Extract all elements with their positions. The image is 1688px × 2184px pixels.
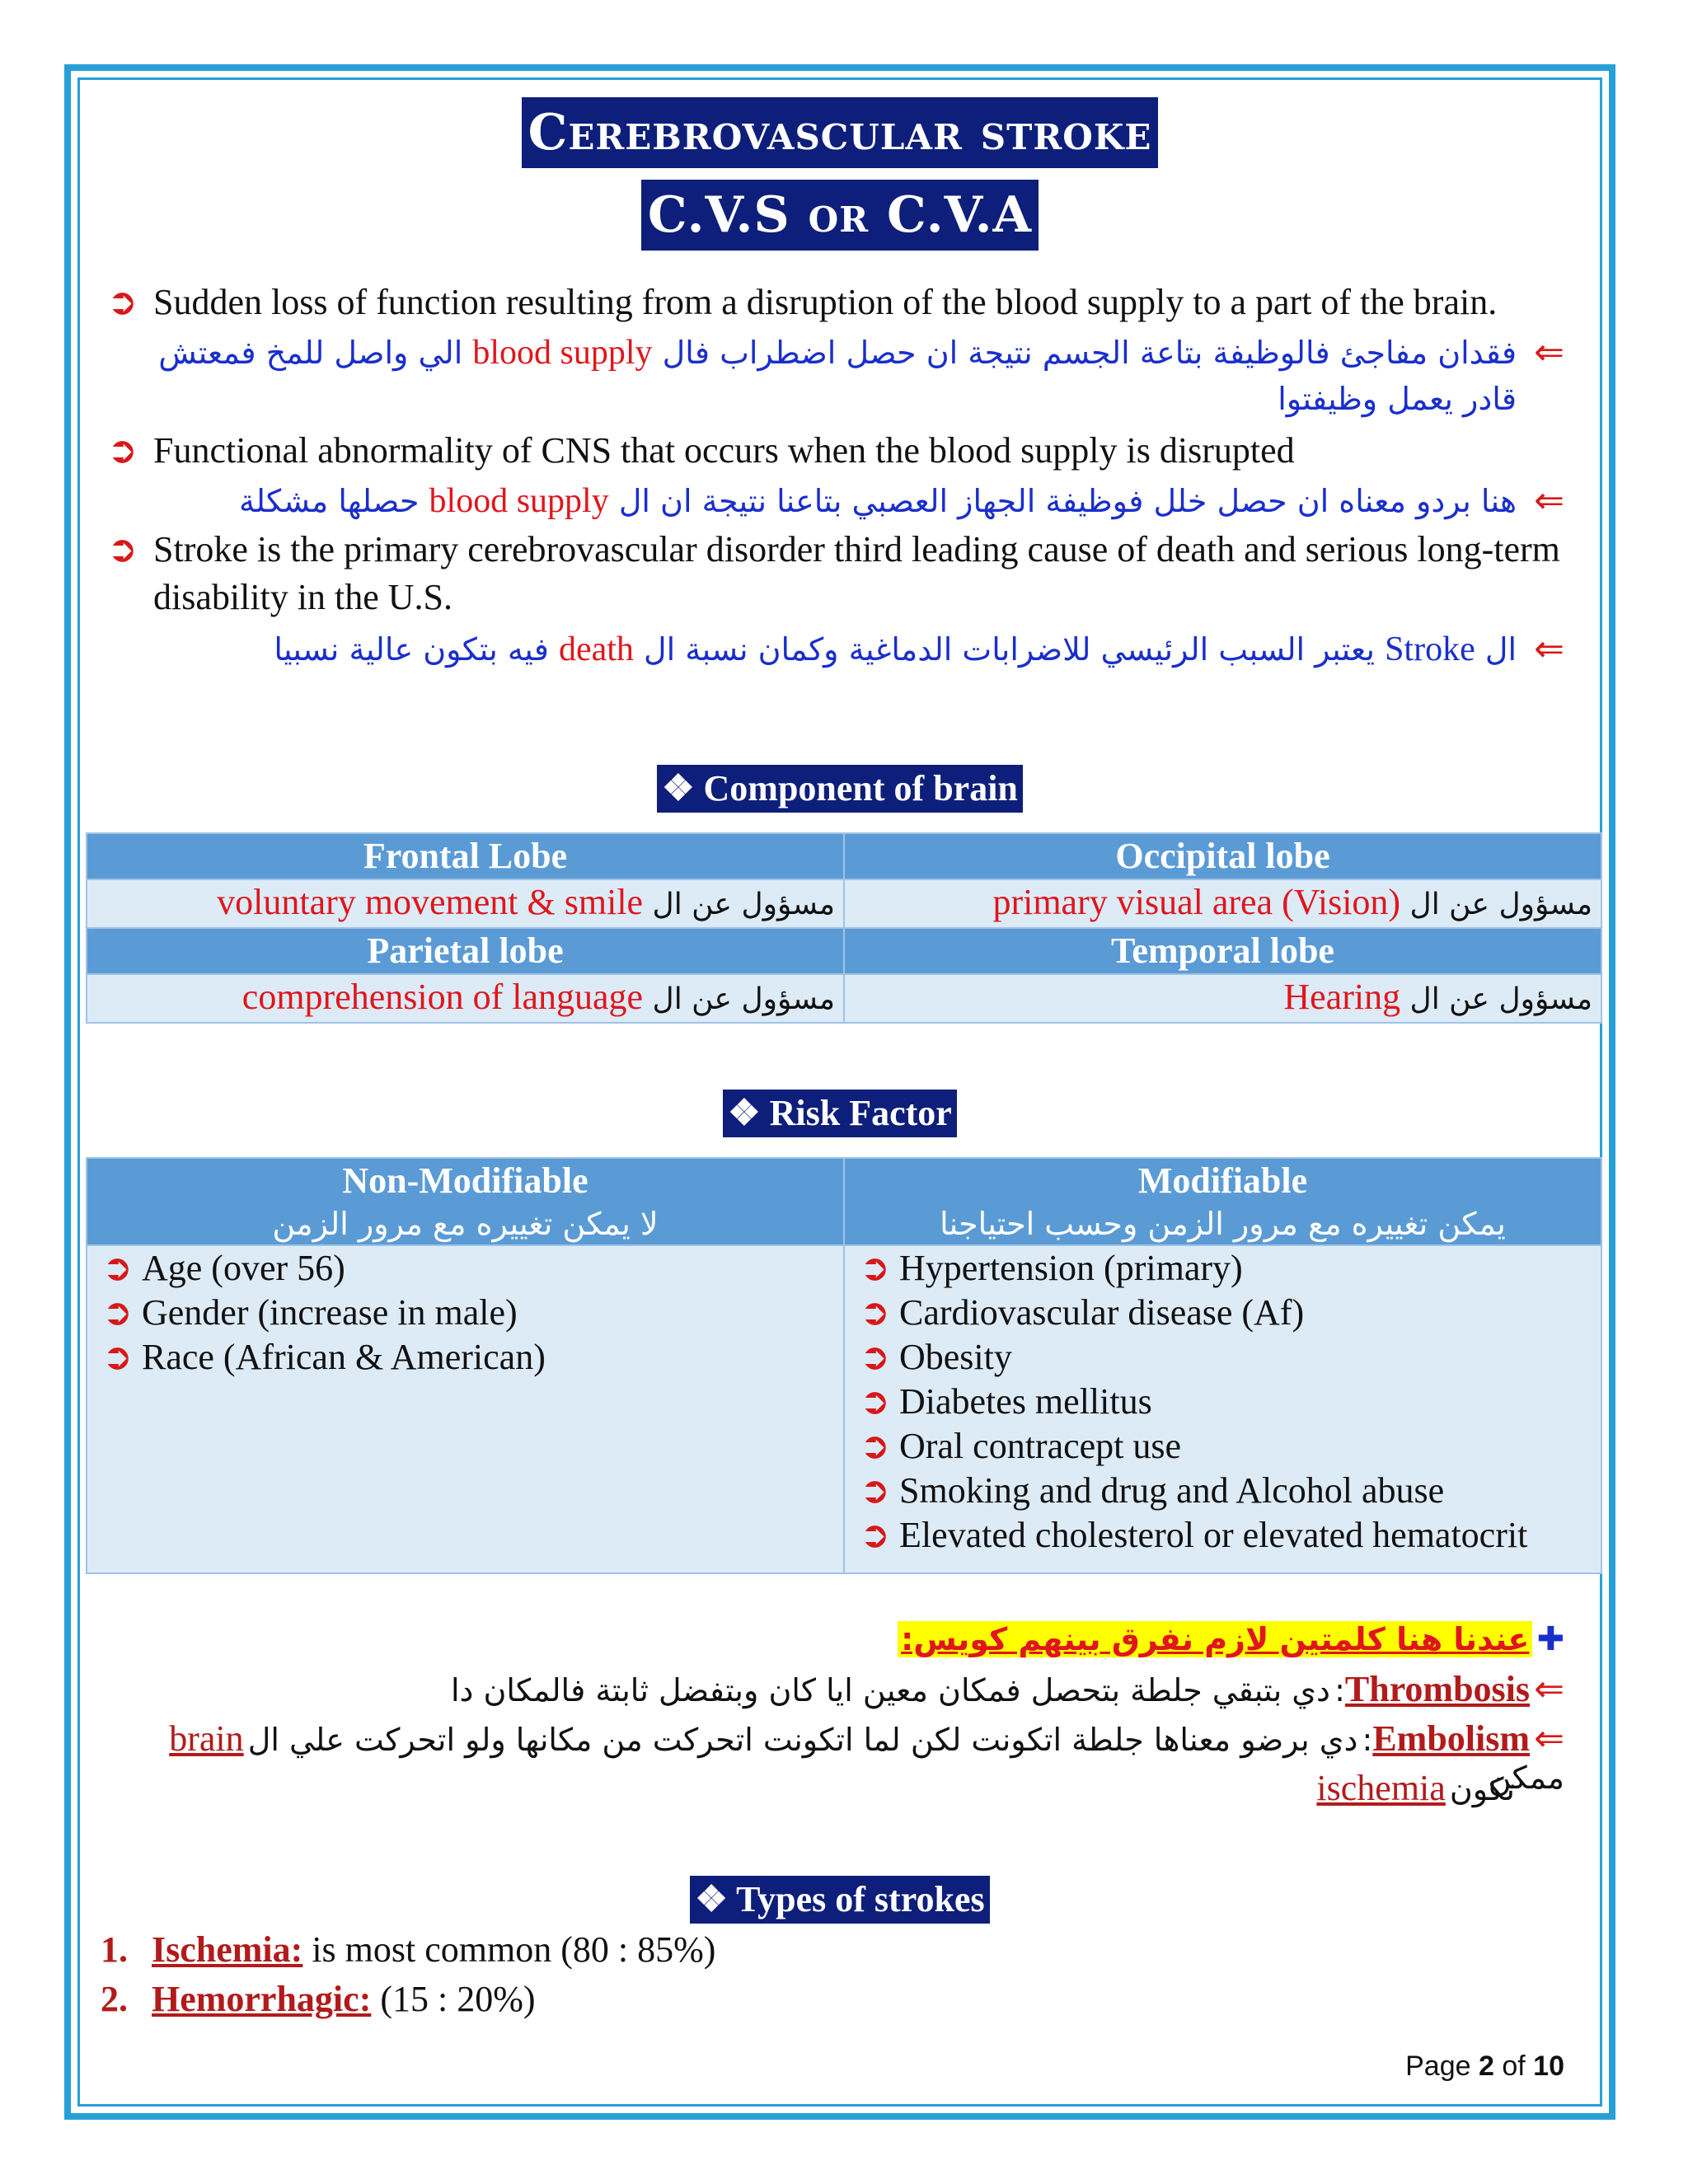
list-item: ➲ Smoking and drug and Alcohol abuse	[860, 1469, 1445, 1511]
list-item: ➲ Gender (increase in male)	[102, 1291, 518, 1333]
arrow-bullet-icon: ➲	[107, 281, 138, 323]
left-arrow-icon: ⇐	[1534, 628, 1564, 670]
diamond-bullet-icon: ❖	[662, 768, 704, 808]
thrombosis-note: ⇐ Thrombosis: دي بتبقي جلطة بتحصل فمكان معين ايا كان وبتفضل ثابتة فالمكان دا	[450, 1668, 1564, 1710]
left-arrow-icon: ⇐	[1534, 1668, 1564, 1710]
arrow-bullet-icon: ➲	[860, 1469, 890, 1511]
section-heading-risk: ❖ Risk Factor	[82, 1090, 1597, 1137]
brain-components-table	[86, 832, 1602, 1024]
embolism-note-cont: تكون ischemia	[1316, 1768, 1515, 1808]
arrow-bullet-icon: ➲	[102, 1336, 133, 1378]
title-line-2: C.V.S or C.V.A	[641, 180, 1039, 251]
non-modifiable-list	[87, 1245, 844, 1573]
list-item: ➲ Cardiovascular disease (Af)	[860, 1291, 1305, 1333]
list-item: ➲ Hypertension (primary)	[860, 1247, 1243, 1289]
occipital-lobe-header: Occipital lobe	[844, 833, 1601, 879]
page-number: Page 2 of 10	[1405, 2050, 1564, 2082]
intro-bullet-3: ➲ Stroke is the primary cerebrovascular disorder third leading cause of death and serious long-term disability in the U.S.	[107, 526, 1564, 621]
diamond-bullet-icon: ❖	[695, 1879, 737, 1919]
frontal-lobe-header: Frontal Lobe	[87, 833, 844, 879]
arrow-bullet-icon: ➲	[860, 1336, 890, 1378]
intro-bullet-2: ➲ Functional abnormality of CNS that occurs when the blood supply is disrupted	[107, 427, 1564, 475]
temporal-lobe-header: Temporal lobe	[844, 928, 1601, 974]
section-heading-types: ❖ Types of strokes	[82, 1876, 1597, 1924]
arrow-bullet-icon: ➲	[860, 1514, 890, 1556]
intro-arabic-2: ⇐ هنا بردو معناه ان حصل خلل فوظيفة الجهاز العصبي بتاعنا نتيجة ان ال blood supply حصلها مشكلة	[107, 478, 1564, 524]
arrow-bullet-icon: ➲	[107, 528, 138, 570]
note-highlight: ✚ عندنا هنا كلمتين لازم نفرق بينهم كويس:	[898, 1617, 1564, 1661]
list-item: ➲ Oral contracept use	[860, 1425, 1182, 1467]
document-page	[82, 82, 1597, 2102]
title-line-1-wrap	[82, 97, 1597, 168]
arrow-bullet-icon: ➲	[860, 1380, 890, 1422]
modifiable-header: Modifiable يمكن تغييره مع مرور الزمن وحسب احتياجنا	[844, 1158, 1601, 1245]
parietal-lobe-cell: مسؤول عن ال comprehension of language	[87, 974, 844, 1023]
diamond-bullet-icon: ❖	[728, 1093, 770, 1133]
section-heading-components: ❖ Component of brain	[82, 765, 1597, 813]
modifiable-list	[844, 1245, 1601, 1573]
left-arrow-icon: ⇐	[1534, 1718, 1564, 1760]
non-modifiable-header: Non-Modifiable لا يمكن تغييره مع مرور الزمن	[87, 1158, 844, 1245]
list-item: ➲ Diabetes mellitus	[860, 1380, 1152, 1422]
left-arrow-icon: ⇐	[1534, 331, 1564, 373]
intro-arabic-3: ⇐ ال Stroke يعتبر السبب الرئيسي للاضرابات الدماغية وكمان نسبة ال death فيه بتكون عالية نسبيا	[107, 626, 1564, 673]
embolism-note: ⇐ Embolism: دي برضو معناها جلطة اتكونت لكن لما اتكونت اتحركت من مكانها ولو اتحركت علي ال brain ممكن	[169, 1718, 1564, 1796]
occipital-lobe-cell: مسؤول عن ال primary visual area (Vision)	[844, 879, 1601, 928]
parietal-lobe-header: Parietal lobe	[87, 928, 844, 974]
plus-square-icon: ✚	[1536, 1620, 1564, 1658]
list-item: ➲ Obesity	[860, 1336, 1012, 1378]
arrow-bullet-icon: ➲	[107, 429, 138, 471]
risk-factor-table	[86, 1157, 1602, 1574]
arrow-bullet-icon: ➲	[102, 1247, 133, 1289]
left-arrow-icon: ⇐	[1534, 480, 1564, 522]
title-line-2-wrap	[82, 180, 1597, 251]
list-item: ➲ Age (over 56)	[102, 1247, 345, 1289]
list-item: ➲ Elevated cholesterol or elevated hematocrit	[860, 1514, 1528, 1556]
list-item: ➲ Race (African & American)	[102, 1336, 546, 1378]
arrow-bullet-icon: ➲	[102, 1291, 133, 1333]
intro-bullet-1: ➲ Sudden loss of function resulting from a disruption of the blood supply to a part of the brain.	[107, 279, 1564, 326]
stroke-type-1: 1. Ischemia: is most common (80 : 85%)	[101, 1929, 716, 1970]
arrow-bullet-icon: ➲	[860, 1291, 890, 1333]
arrow-bullet-icon: ➲	[860, 1425, 890, 1467]
frontal-lobe-cell: مسؤول عن ال voluntary movement & smile	[87, 879, 844, 928]
stroke-type-2: 2. Hemorrhagic: (15 : 20%)	[101, 1979, 536, 2019]
temporal-lobe-cell: مسؤول عن ال Hearing	[844, 974, 1601, 1023]
title-line-1: Cerebrovascular stroke	[522, 97, 1159, 168]
arrow-bullet-icon: ➲	[860, 1247, 890, 1289]
intro-arabic-1: ⇐ فقدان مفاجئ فالوظيفة بتاعة الجسم نتيجة ان حصل اضطراب فال blood supply الي واصل للمخ فمعتش قادر يعمل وظيفتوا	[158, 331, 1564, 417]
